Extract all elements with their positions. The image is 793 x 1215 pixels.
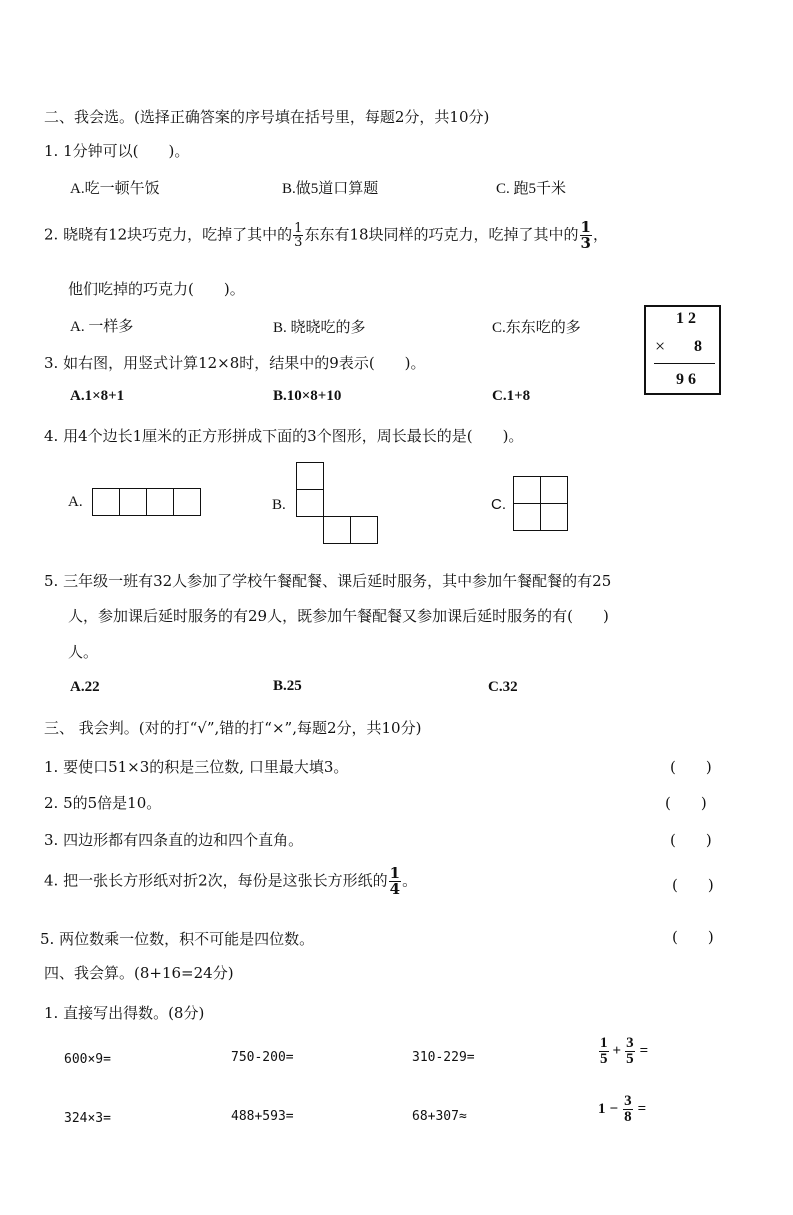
q1-text: 1. 1分钟可以( )。 — [44, 142, 190, 160]
frac-1-5 — [599, 1036, 609, 1067]
calc-item: 310-229= — [412, 1050, 475, 1065]
square — [92, 488, 120, 516]
calc-result: 9 6 — [676, 371, 696, 388]
square — [119, 488, 147, 516]
q4-label-a: A. — [68, 494, 83, 510]
square — [513, 503, 541, 531]
q2-frac2-den: 3 — [580, 234, 591, 252]
frac-3-8 — [623, 1094, 633, 1125]
frac-num: 3 — [624, 1093, 632, 1109]
q2-line1 — [44, 220, 608, 251]
q2-part3: ， — [592, 225, 608, 244]
q2-option-c: C.东东吃的多 — [492, 320, 581, 336]
q2-option-a: A. 一样多 — [70, 319, 134, 335]
frac-den: 5 — [600, 1051, 608, 1067]
q1-option-b: B.做5道口算题 — [282, 181, 379, 197]
judge-item-2: 2. 5的5倍是10。 — [44, 794, 162, 812]
judge-answer-1: ( ) — [670, 758, 712, 776]
square — [296, 489, 324, 517]
q3-option-a: A.1×8+1 — [70, 388, 125, 404]
calc-top: 1 2 — [676, 310, 696, 327]
whole-number: 1 — [598, 1101, 606, 1117]
frac-num: 1 — [600, 1035, 608, 1051]
equals-sign: = — [639, 1043, 649, 1059]
q5-option-c: C.32 — [488, 679, 518, 695]
calc-item: 68+307≈ — [412, 1109, 467, 1124]
minus-sign: − — [609, 1101, 619, 1117]
q5-line2: 人，参加课后延时服务的有29人，既参加午餐配餐又参加课后延时服务的有( ) — [68, 607, 609, 625]
calc-line — [654, 363, 715, 364]
judge-answer-5: ( ) — [672, 928, 714, 946]
judge-item-1: 1. 要使口51×3的积是三位数, 口里最大填3。 — [44, 758, 349, 776]
q2-fraction1 — [293, 222, 303, 249]
q2-option-b: B. 晓晓吃的多 — [273, 320, 366, 336]
calc-multiplier: 8 — [694, 338, 702, 355]
judge-item-4 — [44, 866, 417, 897]
section4-heading: 四、我会算。(8+16=24分) — [44, 964, 234, 982]
plus-sign: + — [612, 1043, 622, 1059]
q3-option-b: B.10×8+10 — [273, 388, 342, 404]
section3-heading: 三、 我会判。(对的打“√”,错的打“×”,每题2分，共10分) — [44, 719, 422, 737]
calc-item: 600×9= — [64, 1052, 111, 1067]
square — [513, 476, 541, 504]
judge-item-4-fraction — [389, 866, 401, 897]
q3-option-c: C.1+8 — [492, 388, 531, 404]
q2-frac1-num: 1 — [294, 221, 303, 236]
calc-sign: × — [655, 336, 666, 356]
square — [146, 488, 174, 516]
square — [173, 488, 201, 516]
q4-label-b: B. — [272, 497, 286, 513]
judge-answer-3: ( ) — [670, 831, 712, 849]
q4-text: 4. 用4个边长1厘米的正方形拼成下面的3个图形，周长最长的是( )。 — [44, 427, 524, 445]
judge-item-5: 5. 两位数乘一位数，积不可能是四位数。 — [40, 930, 315, 948]
q2-part1: 2. 晓晓有12块巧克力，吃掉了其中的 — [44, 225, 293, 244]
q5-line3: 人。 — [68, 643, 99, 661]
judge-item-4-suffix: 。 — [402, 871, 418, 890]
q4-label-c: C. — [491, 496, 506, 513]
judge-item-4-frac-num: 1 — [389, 864, 401, 882]
q2-part2: 东东有18块同样的巧克力，吃掉了其中的 — [304, 225, 579, 244]
square — [323, 516, 351, 544]
calc-item: 750-200= — [231, 1050, 294, 1065]
q5-option-a: A.22 — [70, 679, 100, 695]
square — [296, 462, 324, 490]
judge-item-4-frac-den: 4 — [389, 880, 401, 898]
fraction-expression-1 — [598, 1036, 648, 1067]
frac-den: 5 — [626, 1051, 634, 1067]
q5-line1: 5. 三年级一班有32人参加了学校午餐配餐、课后延时服务，其中参加午餐配餐的有25 — [44, 572, 612, 590]
judge-item-4-text: 4. 把一张长方形纸对折2次，每份是这张长方形纸的 — [44, 871, 388, 890]
judge-answer-2: ( ) — [665, 794, 707, 812]
q2-line2: 他们吃掉的巧克力( )。 — [68, 280, 245, 298]
q2-frac1-den: 3 — [294, 235, 303, 250]
judge-answer-4: ( ) — [672, 876, 714, 894]
judge-item-3: 3. 四边形都有四条直的边和四个直角。 — [44, 831, 304, 849]
q5-option-b: B.25 — [273, 678, 302, 694]
section4-sub1: 1. 直接写出得数。(8分) — [44, 1004, 205, 1022]
square — [350, 516, 378, 544]
frac-3-5 — [625, 1036, 635, 1067]
section2-heading: 二、我会选。(选择正确答案的序号填在括号里，每题2分，共10分) — [44, 108, 490, 126]
frac-den: 8 — [624, 1109, 632, 1125]
square — [540, 503, 568, 531]
square — [540, 476, 568, 504]
vertical-calculation-figure — [644, 305, 721, 395]
fraction-expression-2 — [598, 1094, 646, 1125]
q2-fraction2 — [580, 220, 592, 251]
calc-item: 488+593= — [231, 1109, 294, 1124]
q1-option-a: A.吃一顿午饭 — [70, 181, 160, 197]
frac-num: 3 — [626, 1035, 634, 1051]
q1-option-c: C. 跑5千米 — [496, 181, 567, 197]
equals-sign: = — [637, 1101, 647, 1117]
q2-frac2-num: 1 — [580, 218, 591, 236]
calc-item: 324×3= — [64, 1111, 111, 1126]
q3-text: 3. 如右图，用竖式计算12×8时，结果中的9表示( )。 — [44, 354, 426, 372]
